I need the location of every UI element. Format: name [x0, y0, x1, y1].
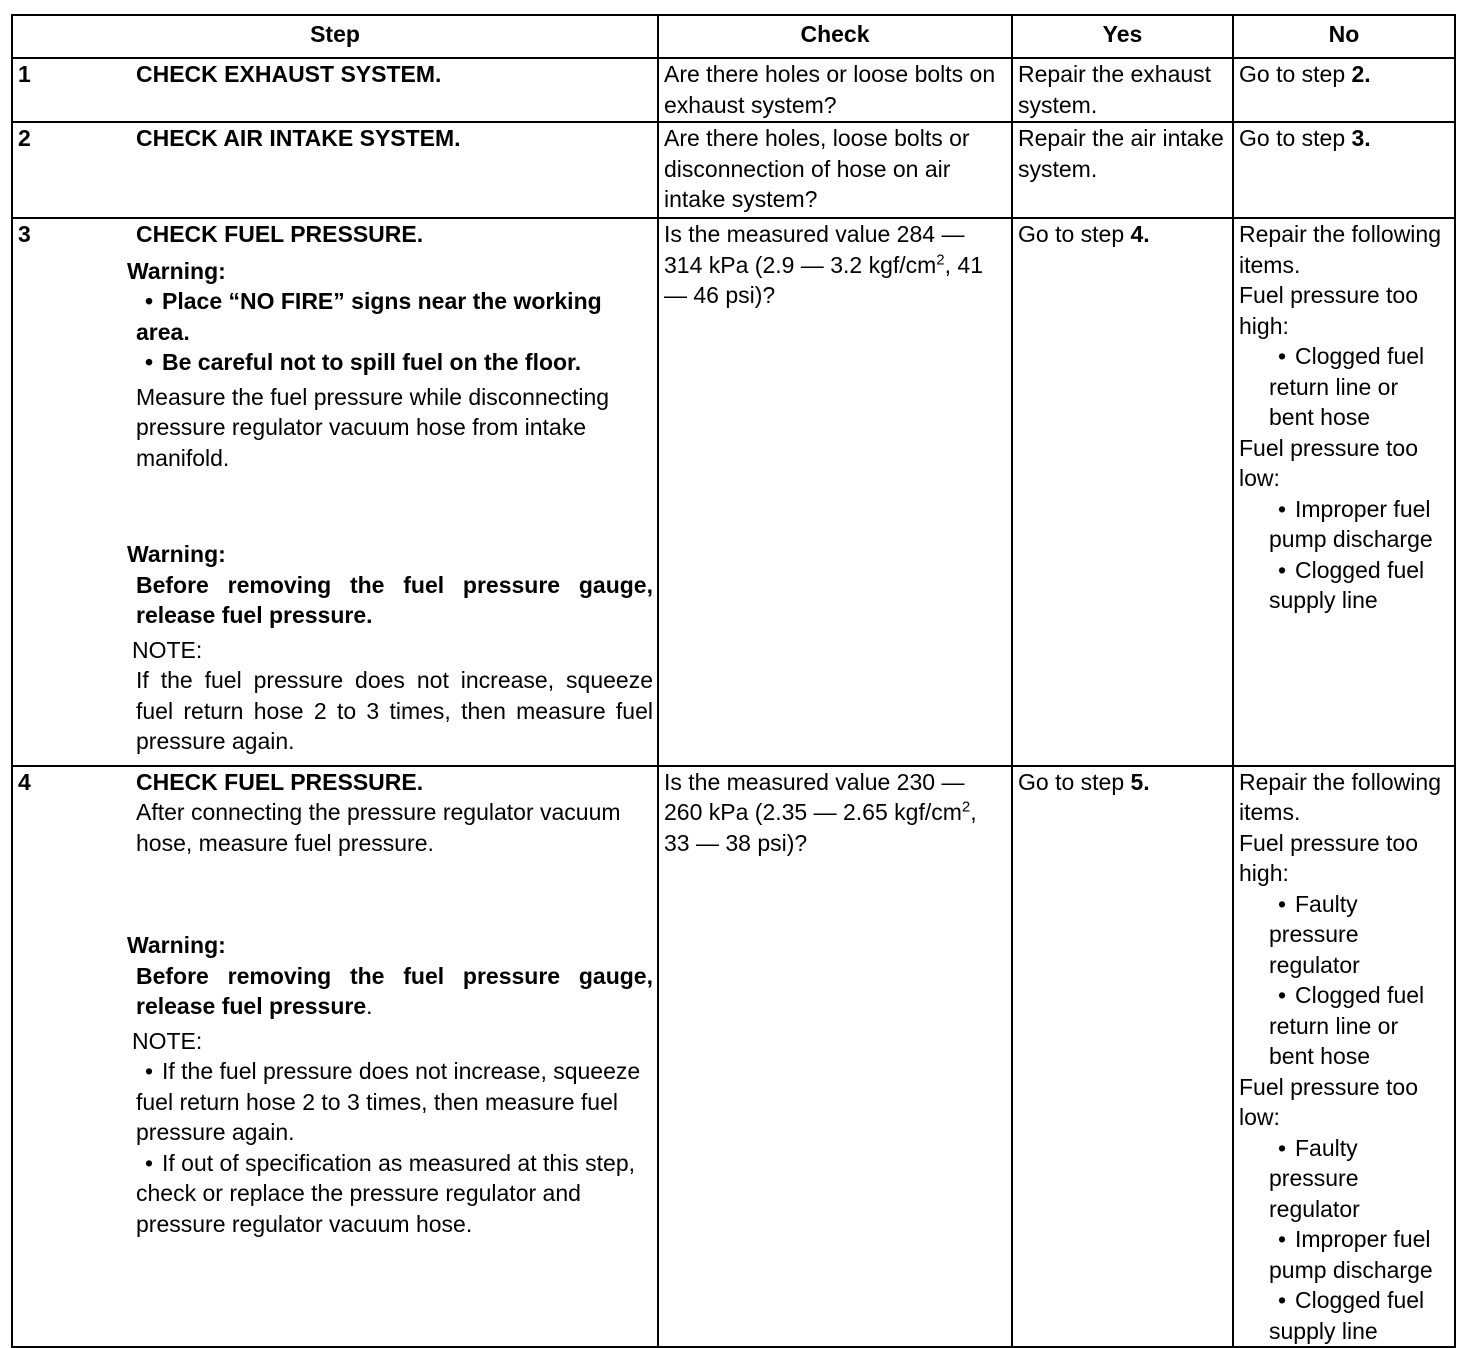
no-high-label: Fuel pressure too high: [1239, 829, 1418, 886]
no-cell [1233, 766, 1455, 1348]
no-item: • Clogged fuel supply line [1269, 556, 1425, 613]
check-text: Is the measured value 284 — 314 kPa (2.9 — 3.2 kgf/cm [664, 221, 965, 278]
table-row [12, 766, 1455, 1348]
check-text: , 33 — 38 psi)? [664, 799, 977, 856]
check-superscript: 2 [936, 250, 945, 268]
yes-cell [1012, 766, 1233, 1348]
step-title: CHECK EXHAUST SYSTEM. [136, 61, 442, 87]
warning-list [136, 286, 653, 378]
warning-label: Warning: [127, 257, 226, 284]
no-item: • Clogged fuel return line or bent hose [1269, 343, 1425, 430]
no-item: • Improper fuel pump discharge [1269, 495, 1433, 552]
step-cell [12, 218, 658, 766]
no-cell [1233, 122, 1455, 218]
no-intro: Repair the following items. [1239, 221, 1442, 278]
step-cell [12, 58, 658, 122]
step-number: 4 [18, 768, 31, 795]
no-high-label: Fuel pressure too high: [1239, 282, 1418, 339]
no-low-label: Fuel pressure too low: [1239, 434, 1418, 491]
step-title: CHECK AIR INTAKE SYSTEM. [136, 125, 461, 151]
yes-step-ref: 5. [1130, 768, 1150, 795]
table-row [12, 122, 1455, 218]
yes-cell: Repair the exhaust system. [1012, 58, 1233, 122]
no-cell [1233, 58, 1455, 122]
check-cell [658, 218, 1012, 766]
yes-cell [1012, 218, 1233, 766]
table-row [12, 58, 1455, 122]
no-item: • Clogged fuel supply line [1269, 1287, 1425, 1344]
yes-text: Go to step [1018, 221, 1131, 247]
check-cell: Are there holes or loose bolts on exhaust system? [658, 58, 1012, 122]
check-cell [658, 766, 1012, 1348]
warning-label: Warning: [127, 932, 226, 958]
header-no: No [1233, 15, 1455, 58]
warning-label: Warning: [127, 541, 226, 567]
step-number: 2 [18, 125, 31, 151]
no-intro: Repair the following items. [1239, 768, 1442, 825]
no-step-ref: 3. [1351, 125, 1371, 151]
no-item: • Faulty pressure regulator [1269, 1134, 1360, 1222]
note-item: • If the fuel pressure does not increase, squeeze fuel return hose 2 to 3 times, then measure fuel pressure again. [136, 1056, 653, 1148]
no-text: Go to step [1239, 61, 1352, 87]
yes-step-ref: 4. [1130, 221, 1150, 247]
check-text: , 41 — 46 psi)? [664, 251, 984, 308]
warning-item: • Place “NO FIRE” signs near the working area. [136, 286, 653, 347]
warning-text: Before removing the fuel pressure gauge, release fuel pressure. [136, 571, 653, 628]
step-number: 1 [18, 61, 31, 87]
check-cell: Are there holes, loose bolts or disconnection of hose on air intake system? [658, 122, 1012, 218]
no-item: • Faulty pressure regulator [1269, 890, 1360, 978]
step-cell [12, 766, 658, 1348]
no-step-ref: 2. [1351, 61, 1371, 87]
note-label: NOTE: [132, 636, 203, 663]
note-text: If the fuel pressure does not increase, squeeze fuel return hose 2 to 3 times, then measure fuel pressure again. [136, 667, 653, 754]
warning-text: Before removing the fuel pressure gauge, release fuel pressure. [136, 962, 653, 1019]
header-yes: Yes [1012, 15, 1233, 58]
table-row [12, 218, 1455, 766]
yes-cell: Repair the air intake system. [1012, 122, 1233, 218]
step-title: CHECK FUEL PRESSURE. [136, 768, 424, 795]
no-item: • Improper fuel pump discharge [1269, 1226, 1433, 1283]
no-low-label: Fuel pressure too low: [1239, 1073, 1418, 1130]
header-step: Step [12, 15, 658, 58]
header-row [12, 15, 1455, 58]
note-item: • If out of specification as measured at this step, check or replace the pressure regulator and pressure regulator vacuum hose. [136, 1148, 653, 1240]
no-cell [1233, 218, 1455, 766]
check-superscript: 2 [961, 798, 971, 816]
step-title: CHECK FUEL PRESSURE. [136, 221, 424, 247]
yes-text: Go to step [1018, 768, 1131, 795]
diagnosis-table [11, 14, 1456, 1348]
step-number: 3 [18, 221, 31, 247]
header-check: Check [658, 15, 1012, 58]
warning-item: • Be careful not to spill fuel on the floor. [136, 347, 653, 378]
note-label: NOTE: [132, 1027, 203, 1054]
instruction-text: After connecting the pressure regulator vacuum hose, measure fuel pressure. [136, 799, 621, 856]
instruction-text: Measure the fuel pressure while disconnecting pressure regulator vacuum hose from intake manifold. [136, 383, 610, 471]
step-cell [12, 122, 658, 218]
no-text: Go to step [1239, 125, 1352, 151]
no-item: • Clogged fuel return line or bent hose [1269, 982, 1425, 1069]
check-text: Is the measured value 230 — 260 kPa (2.35 — 2.65 kgf/cm [664, 768, 965, 825]
